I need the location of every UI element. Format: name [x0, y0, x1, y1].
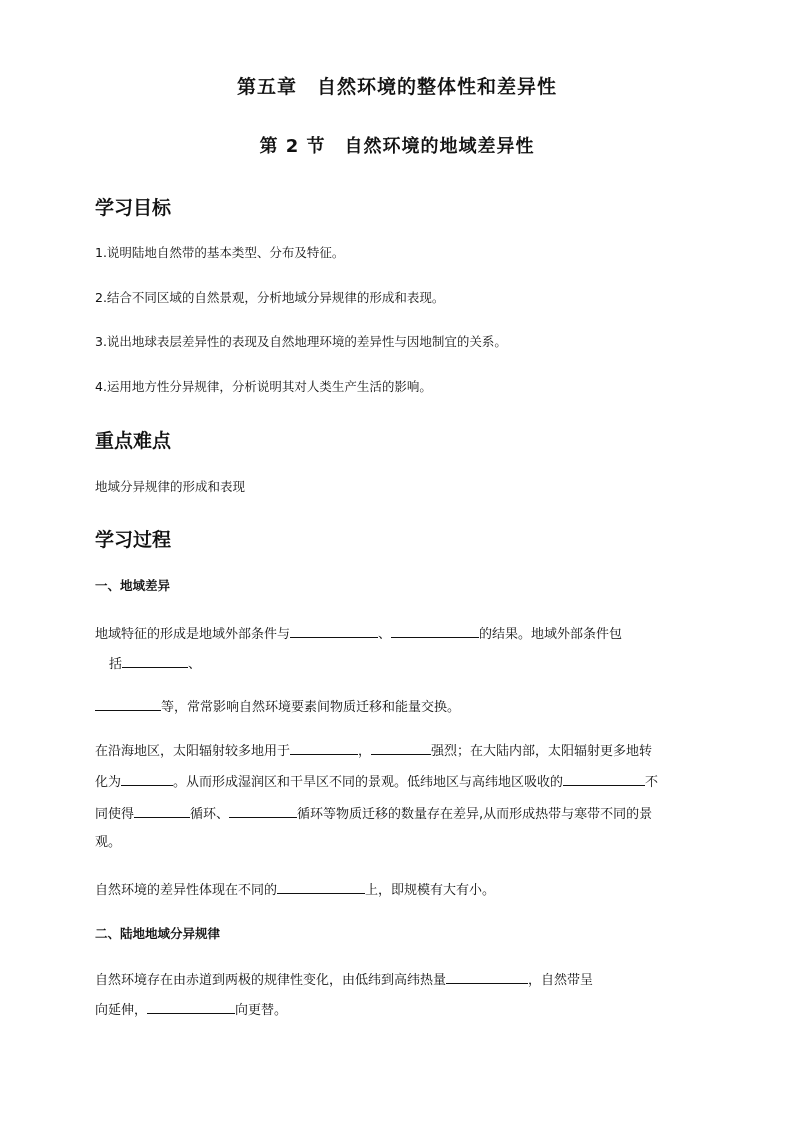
- part1-para3-line3: 同使得 循环、 循环等物质迁移的数量存在差异,从而形成热带与寒带不同的景: [95, 802, 700, 825]
- part1-para3-line2: 化为 。从而形成湿润区和干旱区不同的景观。低纬地区与高纬地区吸收的 不: [95, 770, 700, 793]
- goals-heading: 学习目标: [95, 197, 172, 219]
- fill-blank[interactable]: [147, 998, 235, 1014]
- part2-para1-line2: 向延伸， 向更替。: [95, 998, 700, 1021]
- goal-item-2: 2.结合不同区域的自然景观，分析地域分异规律的形成和表现。: [95, 290, 445, 305]
- fill-blank[interactable]: [290, 739, 358, 755]
- fill-blank[interactable]: [277, 878, 365, 894]
- part1-para1-line1: 地域特征的形成是地域外部条件与 、 的结果。地域外部条件包: [95, 622, 700, 645]
- fill-blank[interactable]: [563, 770, 645, 786]
- chapter-title: 第五章 自然环境的整体性和差异性: [236, 76, 557, 98]
- part1-para1-line2: 括 、: [95, 652, 714, 675]
- goal-item-3: 3.说出地球表层差异性的表现及自然地理环境的差异性与因地制宜的关系。: [95, 334, 507, 349]
- part2-title: 二、陆地地域分异规律: [95, 926, 221, 941]
- part1-para3-line4: 观。: [95, 835, 122, 850]
- process-heading: 学习过程: [95, 529, 172, 551]
- part1-para4: 自然环境的差异性体现在不同的 上，即规模有大有小。: [95, 878, 700, 901]
- part2-para1-line1: 自然环境存在由赤道到两极的规律性变化，由低纬到高纬热量 ，自然带呈: [95, 968, 700, 991]
- goal-item-1: 1.说明陆地自然带的基本类型、分布及特征。: [95, 245, 345, 260]
- part1-para3-line1: 在沿海地区，太阳辐射较多地用于 ， 强烈；在大陆内部，太阳辐射更多地转: [95, 739, 700, 762]
- fill-blank[interactable]: [446, 968, 528, 984]
- fill-blank[interactable]: [134, 802, 190, 818]
- fill-blank[interactable]: [391, 622, 479, 638]
- key-points-heading: 重点难点: [95, 430, 172, 452]
- part1-para2: 等，常常影响自然环境要素间物质迁移和能量交换。: [95, 695, 700, 718]
- fill-blank[interactable]: [95, 695, 161, 711]
- goal-item-4: 4.运用地方性分异规律，分析说明其对人类生产生活的影响。: [95, 379, 432, 394]
- part1-title: 一、地域差异: [95, 578, 171, 593]
- fill-blank[interactable]: [121, 770, 173, 786]
- fill-blank[interactable]: [122, 652, 188, 668]
- fill-blank[interactable]: [371, 739, 431, 755]
- key-points-text: 地域分异规律的形成和表现: [95, 479, 246, 494]
- fill-blank[interactable]: [229, 802, 297, 818]
- section-title: 第 2 节 自然环境的地域差异性: [259, 136, 535, 157]
- fill-blank[interactable]: [290, 622, 378, 638]
